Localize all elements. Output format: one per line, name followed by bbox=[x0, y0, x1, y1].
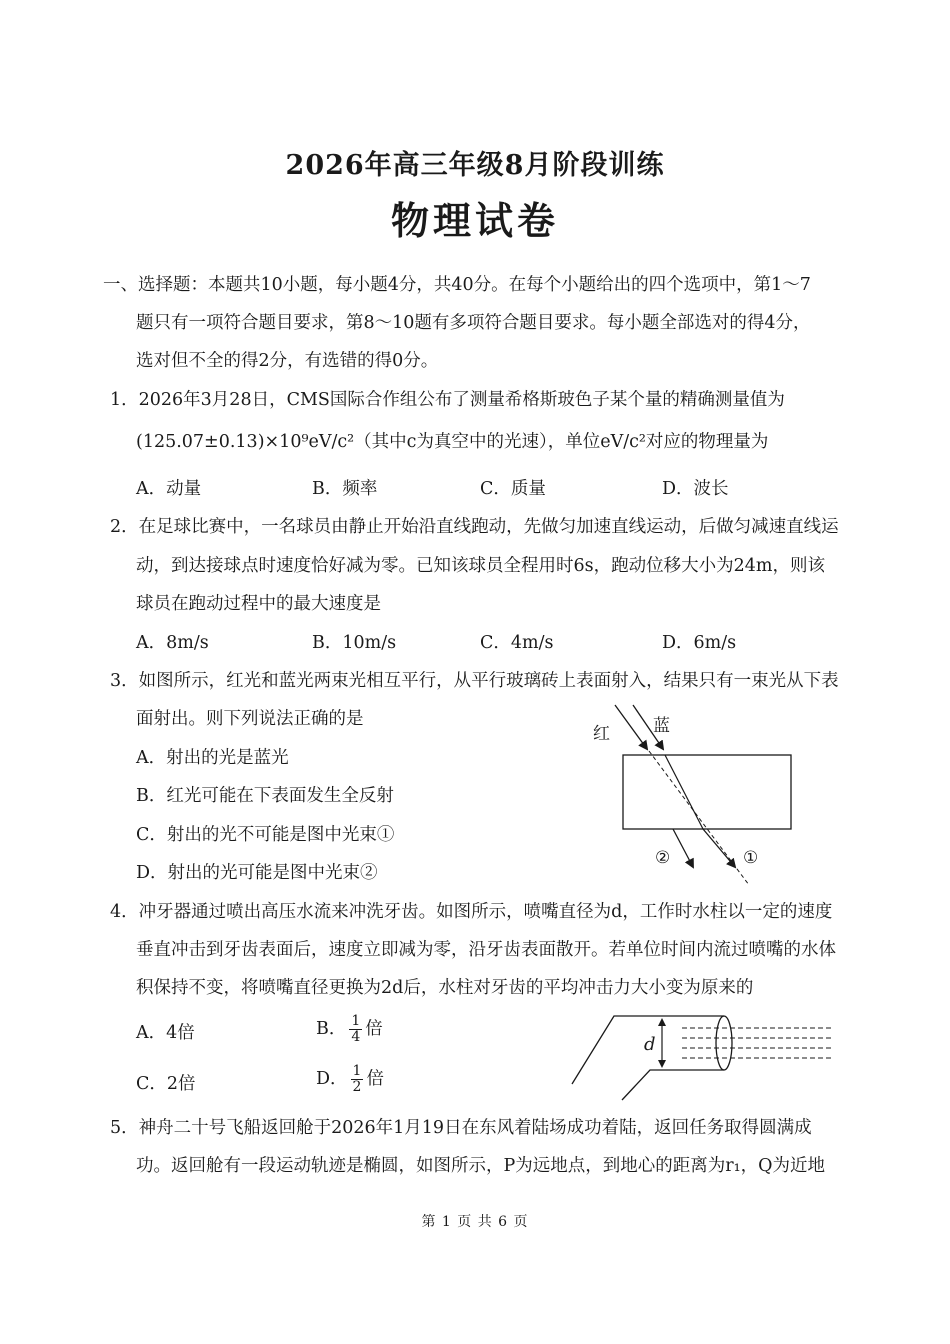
question-2-text: 2．在足球比赛中，一名球员由静止开始沿直线跑动，先做匀加速直线运动，后做匀减速直线运 bbox=[110, 517, 839, 537]
question-4-text: 垂直冲击到牙齿表面后，速度立即减为零，沿牙齿表面散开。若单位时间内流过喷嘴的水体 bbox=[136, 940, 836, 960]
question-3-option-d: D．射出的光可能是图中光束② bbox=[136, 863, 378, 883]
question-4-text: 积保持不变，将喷嘴直径更换为2d后，水柱对牙齿的平均冲击力大小变为原来的 bbox=[136, 978, 754, 998]
exam-subject: 物理试卷 bbox=[390, 198, 559, 243]
question-4-option-a: A．4倍 bbox=[136, 1023, 195, 1043]
question-3-text: 3．如图所示，红光和蓝光两束光相互平行，从平行玻璃砖上表面射入，结果只有一束光从下表 bbox=[110, 671, 839, 691]
question-2-text: 动，到达接球点时速度恰好减为零。已知该球员全程用时6s，跑动位移大小为24m，则该 bbox=[136, 556, 825, 576]
red-light-label: 红 bbox=[593, 724, 610, 744]
section-instruction-line: 一、选择题：本题共10小题，每小题4分，共40分。在每个小题给出的四个选项中，第1～7 bbox=[103, 275, 811, 295]
glass-slab bbox=[623, 755, 791, 829]
glass-slab-figure bbox=[585, 705, 815, 895]
question-1-option-a: A．动量 bbox=[136, 479, 202, 499]
question-1-text: 1．2026年3月28日，CMS国际合作组公布了测量希格斯玻色子某个量的精确测量值为 bbox=[110, 390, 785, 410]
exam-title: 2026年高三年级8月阶段训练 bbox=[285, 150, 665, 181]
beam-1-label: ① bbox=[743, 848, 759, 868]
question-2-text: 球员在跑动过程中的最大速度是 bbox=[136, 594, 381, 614]
section-instruction-line: 选对但不全的得2分，有选错的得0分。 bbox=[136, 351, 439, 371]
question-4-option-d: D． $\frac{1}{2}$ 倍 bbox=[316, 1063, 384, 1095]
question-3-option-b: B．红光可能在下表面发生全反射 bbox=[136, 786, 394, 806]
question-4-text: 4．冲牙器通过喷出高压水流来冲洗牙齿。如图所示，喷嘴直径为d，工作时水柱以一定的速度 bbox=[110, 902, 833, 922]
question-2-option-b: B．10m/s bbox=[312, 633, 397, 653]
question-1-option-b: B．频率 bbox=[312, 479, 378, 499]
exit-beam-2 bbox=[673, 829, 693, 867]
nozzle-opening bbox=[716, 1016, 732, 1070]
blue-light-label: 蓝 bbox=[653, 716, 670, 736]
question-5-text: 功。返回舱有一段运动轨迹是椭圆，如图所示，P为远地点，到地心的距离为r₁，Q为近地 bbox=[136, 1156, 825, 1176]
question-3-text: 面射出。则下列说法正确的是 bbox=[136, 709, 364, 729]
question-4-option-b: B． $\frac{1}{4}$ 倍 bbox=[316, 1013, 383, 1045]
question-5-text: 5．神舟二十号飞船返回舱于2026年1月19日在东风着陆场成功着陆，返回任务取得圆满成 bbox=[110, 1118, 812, 1138]
fraction-one-half: $\frac{1}{2}$ bbox=[352, 1063, 362, 1095]
diameter-label: d bbox=[644, 1034, 656, 1055]
question-3-option-c: C．射出的光不可能是图中光束① bbox=[136, 825, 395, 845]
nozzle-figure bbox=[570, 1012, 840, 1102]
question-3-option-a: A．射出的光是蓝光 bbox=[136, 748, 289, 768]
page-footer: 第 1 页 共 6 页 bbox=[421, 1214, 529, 1230]
fraction-one-quarter: $\frac{1}{4}$ bbox=[351, 1013, 361, 1045]
question-2-option-a: A．8m/s bbox=[136, 633, 209, 653]
question-1-option-d: D．波长 bbox=[662, 479, 729, 499]
question-2-option-c: C．4m/s bbox=[480, 633, 554, 653]
section-instruction-line: 题只有一项符合题目要求，第8～10题有多项符合题目要求。每小题全部选对的得4分， bbox=[136, 313, 811, 333]
question-4-option-c: C．2倍 bbox=[136, 1074, 196, 1094]
question-1-option-c: C．质量 bbox=[480, 479, 546, 499]
red-incident-ray bbox=[615, 705, 647, 749]
question-2-option-d: D．6m/s bbox=[662, 633, 737, 653]
refracted-ray bbox=[665, 755, 703, 829]
exit-beam-1 bbox=[703, 829, 735, 867]
beam-2-label: ② bbox=[655, 848, 671, 868]
question-1-text: (125.07±0.13)×10⁹eV/c²（其中c为真空中的光速），单位eV/c²对应的物理量为 bbox=[136, 432, 769, 452]
nozzle-lower-wall bbox=[622, 1070, 724, 1100]
